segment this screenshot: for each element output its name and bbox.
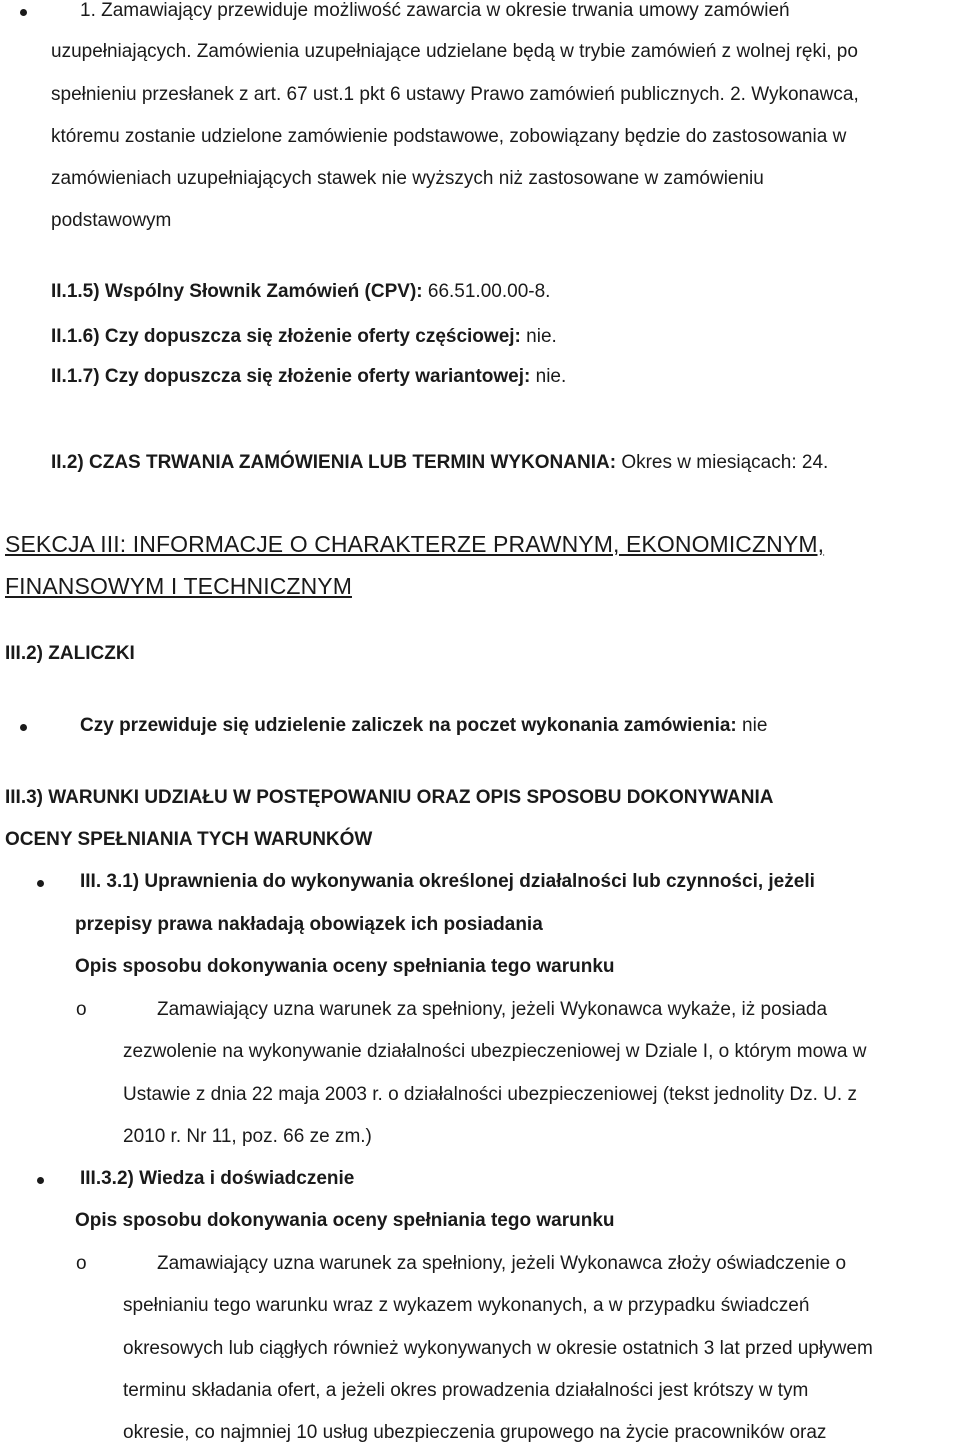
c32-text-line: okresie, co najmniej 10 usług ubezpieczenia grupowego na życie pracowników oraz xyxy=(123,1422,827,1443)
c31-text-line: Ustawie z dnia 22 maja 2003 r. o działalności ubezpieczeniowej (tekst jednolity Dz. U. z xyxy=(123,1084,857,1105)
c31-title: przepisy prawa nakładają obowiązek ich posiadania xyxy=(75,914,543,935)
paragraph-line: któremu zostanie udzielone zamówienie podstawowe, zobowiązany będzie do zastosowania w xyxy=(51,126,847,147)
bullet-icon xyxy=(37,1177,44,1184)
partial-offer-label: II.1.6) Czy dopuszcza się złożenie oferty częściowej: xyxy=(51,326,521,347)
bullet-icon xyxy=(20,9,27,16)
paragraph-line: 1. Zamawiający przewiduje możliwość zawarcia w okresie trwania umowy zamówień xyxy=(80,0,790,21)
paragraph-line: spełnieniu przesłanek z art. 67 ust.1 pkt 6 ustawy Prawo zamówień publicznych. 2. Wykonawca, xyxy=(51,84,859,105)
variant-offer-value: nie. xyxy=(535,366,567,387)
circle-bullet-icon: o xyxy=(76,1253,87,1274)
c32-method: Opis sposobu dokonywania oceny spełniania tego warunku xyxy=(75,1210,615,1231)
advances-answer: nie xyxy=(742,715,768,736)
cpv-value: 66.51.00.00-8. xyxy=(427,281,551,302)
variant-offer-label: II.1.7) Czy dopuszcza się złożenie oferty wariantowej: xyxy=(51,366,531,387)
paragraph-line: podstawowym xyxy=(51,210,172,231)
paragraph-line: uzupełniających. Zamówienia uzupełniające udzielane będą w trybie zamówień z wolnej ręki, po xyxy=(51,41,858,62)
cpv-row xyxy=(51,281,550,303)
circle-bullet-icon: o xyxy=(76,999,87,1020)
advances-heading: III.2) ZALICZKI xyxy=(5,643,135,664)
duration-label: II.2) CZAS TRWANIA ZAMÓWIENIA LUB TERMIN WYKONANIA: xyxy=(51,452,617,473)
conditions-heading: OCENY SPEŁNIANIA TYCH WARUNKÓW xyxy=(5,829,373,850)
partial-offer-value: nie. xyxy=(526,326,557,347)
c31-text-line: zezwolenie na wykonywanie działalności ubezpieczeniowej w Dziale I, o którym mowa w xyxy=(123,1041,867,1062)
duration-value: Okres w miesiącach: 24. xyxy=(621,452,829,473)
c32-title: III.3.2) Wiedza i doświadczenie xyxy=(80,1168,355,1189)
conditions-heading: III.3) WARUNKI UDZIAŁU W POSTĘPOWANIU ORAZ OPIS SPOSOBU DOKONYWANIA xyxy=(5,787,774,808)
bullet-icon xyxy=(20,724,27,731)
cpv-label: II.1.5) Wspólny Słownik Zamówień (CPV): xyxy=(51,281,423,302)
section-title: FINANSOWYM I TECHNICZNYM xyxy=(5,573,352,599)
duration-row xyxy=(51,452,828,474)
advances-question: Czy przewiduje się udzielenie zaliczek na poczet wykonania zamówienia: xyxy=(80,715,737,736)
c32-text-line: okresowych lub ciągłych również wykonywanych w okresie ostatnich 3 lat przed upływem xyxy=(123,1338,873,1359)
advances-row xyxy=(80,715,767,737)
c32-text-line: spełnianiu tego warunku wraz z wykazem wykonanych, a w przypadku świadczeń xyxy=(123,1295,810,1316)
paragraph-line: zamówieniach uzupełniających stawek nie wyższych niż zastosowane w zamówieniu xyxy=(51,168,764,189)
c31-text-line: Zamawiający uzna warunek za spełniony, jeżeli Wykonawca wykaże, iż posiada xyxy=(157,999,828,1020)
c32-text-line: Zamawiający uzna warunek za spełniony, jeżeli Wykonawca złoży oświadczenie o xyxy=(157,1253,847,1274)
partial-offer-row xyxy=(51,326,557,348)
c31-title: III. 3.1) Uprawnienia do wykonywania określonej działalności lub czynności, jeżeli xyxy=(80,871,815,892)
c32-text-line: terminu składania ofert, a jeżeli okres prowadzenia działalności jest krótszy w tym xyxy=(123,1380,809,1401)
c31-text-line: 2010 r. Nr 11, poz. 66 ze zm.) xyxy=(123,1126,372,1147)
c31-method: Opis sposobu dokonywania oceny spełniania tego warunku xyxy=(75,956,615,977)
section-title: SEKCJA III: INFORMACJE O CHARAKTERZE PRAWNYM, EKONOMICZNYM, xyxy=(5,531,825,557)
variant-offer-row xyxy=(51,366,566,388)
bullet-icon xyxy=(37,880,44,887)
